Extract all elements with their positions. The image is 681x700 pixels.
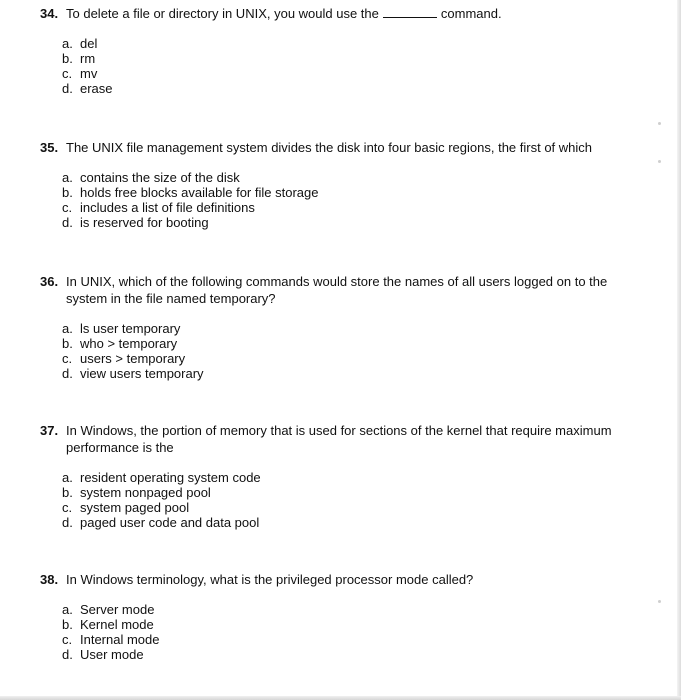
option-text: includes a list of file definitions bbox=[80, 200, 255, 215]
answer-blank bbox=[383, 6, 437, 18]
option-text: users > temporary bbox=[80, 351, 186, 366]
page-bottom-edge bbox=[0, 696, 681, 700]
question-35 bbox=[40, 139, 640, 230]
option-letter: b. bbox=[62, 51, 73, 66]
option-letter: a. bbox=[62, 602, 73, 617]
option-letter: a. bbox=[62, 321, 73, 336]
question-number: 38. bbox=[40, 572, 59, 587]
option-letter: d. bbox=[62, 81, 73, 96]
option-text: view users temporary bbox=[80, 366, 204, 381]
option-c bbox=[62, 200, 640, 215]
options-list bbox=[62, 170, 640, 230]
option-text: paged user code and data pool bbox=[80, 515, 260, 530]
question-number: 35. bbox=[40, 140, 59, 155]
option-d bbox=[62, 515, 640, 530]
option-text: holds free blocks available for file storage bbox=[80, 185, 319, 200]
option-c bbox=[62, 66, 640, 81]
options-list bbox=[62, 36, 640, 96]
option-b bbox=[62, 336, 640, 351]
option-letter: a. bbox=[62, 170, 73, 185]
option-text: system nonpaged pool bbox=[80, 485, 211, 500]
option-letter: a. bbox=[62, 36, 73, 51]
question-34 bbox=[40, 5, 640, 96]
question-38-stem bbox=[40, 571, 640, 588]
option-a bbox=[62, 36, 640, 51]
question-text-before-blank: To delete a file or directory in UNIX, you would use the bbox=[66, 6, 379, 21]
option-text: resident operating system code bbox=[80, 470, 261, 485]
option-letter: c. bbox=[62, 500, 73, 515]
option-letter: c. bbox=[62, 632, 73, 647]
option-letter: c. bbox=[62, 200, 73, 215]
option-text: Internal mode bbox=[80, 632, 160, 647]
option-letter: b. bbox=[62, 336, 73, 351]
option-letter: b. bbox=[62, 485, 73, 500]
option-a bbox=[62, 470, 640, 485]
question-text: In UNIX, which of the following commands would store the names of all users logged on to the system in the file named temporary? bbox=[66, 274, 608, 306]
question-36-stem bbox=[40, 273, 640, 307]
question-34-stem bbox=[40, 5, 640, 22]
option-text: User mode bbox=[80, 647, 144, 662]
option-c bbox=[62, 632, 640, 647]
question-37-stem bbox=[40, 422, 640, 456]
question-38 bbox=[40, 571, 640, 662]
option-d bbox=[62, 647, 640, 662]
option-letter: a. bbox=[62, 470, 73, 485]
option-letter: b. bbox=[62, 617, 73, 632]
option-letter: d. bbox=[62, 515, 73, 530]
question-number: 34. bbox=[40, 6, 59, 21]
option-b bbox=[62, 617, 640, 632]
option-a bbox=[62, 602, 640, 617]
margin-dot bbox=[658, 600, 661, 603]
option-b bbox=[62, 485, 640, 500]
option-text: Server mode bbox=[80, 602, 155, 617]
options-list bbox=[62, 470, 640, 530]
question-text: In Windows, the portion of memory that is used for sections of the kernel that require maximum performance is the bbox=[66, 423, 612, 455]
question-37 bbox=[40, 422, 640, 530]
question-35-stem bbox=[40, 139, 640, 156]
option-text: rm bbox=[80, 51, 96, 66]
option-letter: d. bbox=[62, 647, 73, 662]
question-number: 37. bbox=[40, 423, 59, 438]
question-number: 36. bbox=[40, 274, 59, 289]
option-letter: d. bbox=[62, 366, 73, 381]
option-text: system paged pool bbox=[80, 500, 190, 515]
option-b bbox=[62, 185, 640, 200]
option-d bbox=[62, 215, 640, 230]
option-text: Kernel mode bbox=[80, 617, 154, 632]
option-a bbox=[62, 321, 640, 336]
option-d bbox=[62, 81, 640, 96]
margin-dot bbox=[658, 122, 661, 125]
question-text: The UNIX file management system divides the disk into four basic regions, the first of which bbox=[66, 140, 593, 155]
option-a bbox=[62, 170, 640, 185]
option-text: del bbox=[80, 36, 98, 51]
options-list bbox=[62, 602, 640, 662]
option-letter: c. bbox=[62, 351, 73, 366]
option-text: ls user temporary bbox=[80, 321, 181, 336]
option-c bbox=[62, 500, 640, 515]
question-text: In Windows terminology, what is the privileged processor mode called? bbox=[66, 572, 474, 587]
option-c bbox=[62, 351, 640, 366]
question-text bbox=[66, 5, 640, 22]
option-text: is reserved for booting bbox=[80, 215, 209, 230]
option-text: mv bbox=[80, 66, 98, 81]
option-text: who > temporary bbox=[80, 336, 178, 351]
option-text: erase bbox=[80, 81, 113, 96]
margin-dot bbox=[658, 160, 661, 163]
option-letter: b. bbox=[62, 185, 73, 200]
option-text: contains the size of the disk bbox=[80, 170, 240, 185]
option-b bbox=[62, 51, 640, 66]
options-list bbox=[62, 321, 640, 381]
question-text-after-blank: command. bbox=[440, 6, 502, 21]
question-36 bbox=[40, 273, 640, 381]
option-letter: d. bbox=[62, 215, 73, 230]
option-d bbox=[62, 366, 640, 381]
page-right-edge bbox=[677, 0, 681, 700]
option-letter: c. bbox=[62, 66, 73, 81]
